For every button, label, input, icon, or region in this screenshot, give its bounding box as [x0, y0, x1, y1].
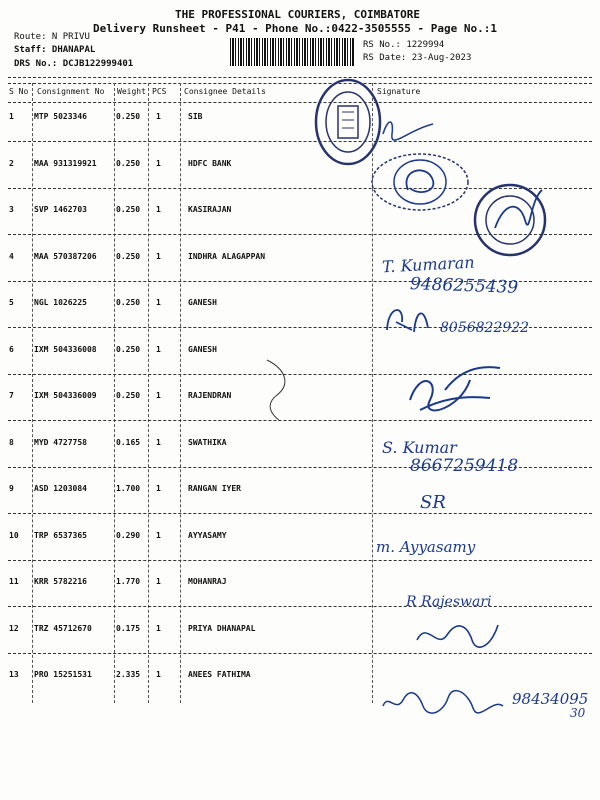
row-pcs: 1 [156, 670, 161, 679]
row-consignee: RAJENDRAN [188, 391, 232, 400]
handwritten-name: S. Kumar [382, 438, 457, 457]
row-pcs: 1 [156, 205, 161, 214]
row-consignee: KASIRAJAN [188, 205, 232, 214]
staff-label: Staff: DHANAPAL [14, 45, 96, 55]
row-pcs: 1 [156, 577, 161, 586]
row-consignee: RANGAN IYER [188, 484, 241, 493]
row-weight: 1.700 [116, 484, 141, 493]
row-consignment-no: MTP 5023346 [34, 112, 87, 121]
row-sno: 1 [9, 112, 14, 121]
row-consignment-no: MAA 570387206 [34, 252, 97, 261]
column-separator [148, 83, 149, 703]
column-separator [114, 83, 115, 703]
row-weight: 0.250 [116, 205, 141, 214]
handwritten-number: 30 [570, 706, 586, 720]
sib-signature [378, 112, 438, 142]
row-consignment-no: TRZ 45712670 [34, 624, 92, 633]
col-header-sno: S No [9, 87, 29, 96]
row5-signature [382, 300, 442, 340]
row-pcs: 1 [156, 484, 161, 493]
row-sno: 10 [9, 531, 19, 540]
row-consignment-no: NGL 1026225 [34, 298, 87, 307]
row-consignee: MOHANRAJ [188, 577, 227, 586]
col-header-weight: Weight [117, 87, 146, 96]
column-separator [180, 83, 181, 703]
row-weight: 0.165 [116, 438, 141, 447]
row-divider [8, 513, 592, 514]
row-sno: 8 [9, 438, 14, 447]
rs-number: RS No.: 1229994 [363, 40, 445, 50]
row-sno: 12 [9, 624, 19, 633]
row-divider [8, 141, 592, 142]
row-divider [8, 606, 592, 607]
row13-tamil-name [378, 688, 508, 716]
row-sno: 6 [9, 345, 14, 354]
row12-signature [412, 615, 502, 655]
row-weight: 0.250 [116, 345, 141, 354]
scribble-mark [262, 355, 292, 425]
row-pcs: 1 [156, 159, 161, 168]
row-sno: 7 [9, 391, 14, 400]
row-weight: 2.335 [116, 670, 141, 679]
row-consignee: ANEES FATHIMA [188, 670, 251, 679]
handwritten-phone: 9486255439 [409, 274, 519, 298]
row-weight: 0.250 [116, 252, 141, 261]
row-sno: 9 [9, 484, 14, 493]
col-header-consignee: Consignee Details [184, 87, 266, 96]
row6-7-signature [400, 360, 510, 420]
row-pcs: 1 [156, 298, 161, 307]
route-label: Route: N PRIVU [14, 32, 90, 42]
handwritten-phone: 8667259418 [410, 456, 519, 476]
col-header-pcs: PCS [152, 87, 167, 96]
runsheet-subtitle: Delivery Runsheet - P41 - Phone No.:0422-3505555 - Page No.:1 [93, 22, 497, 35]
row-consignee: AYYASAMY [188, 531, 227, 540]
row-sno: 5 [9, 298, 14, 307]
divider [8, 102, 592, 103]
row-weight: 0.250 [116, 298, 141, 307]
row-weight: 0.250 [116, 391, 141, 400]
row-consignee: GANESH [188, 298, 217, 307]
handwritten-name: T. Kumaran [381, 252, 476, 277]
row-sno: 11 [9, 577, 19, 586]
row-weight: 0.175 [116, 624, 141, 633]
row-consignment-no: ASD 1203084 [34, 484, 87, 493]
row-consignment-no: PRO 15251531 [34, 670, 92, 679]
row-sno: 13 [9, 670, 19, 679]
barcode [230, 38, 355, 66]
row-pcs: 1 [156, 438, 161, 447]
row-consignment-no: TRP 6537365 [34, 531, 87, 540]
handwritten-name: R Rajeswari [406, 594, 492, 610]
row-divider [8, 653, 592, 654]
drs-number: DRS No.: DCJB122999401 [14, 59, 134, 69]
row-consignment-no: SVP 1462703 [34, 205, 87, 214]
row-pcs: 1 [156, 391, 161, 400]
col-header-consignment: Consignment No [37, 87, 105, 96]
column-separator [32, 83, 33, 703]
row-pcs: 1 [156, 345, 161, 354]
row-weight: 1.770 [116, 577, 141, 586]
agrs-stamp [470, 180, 550, 260]
col-header-signature: Signature [377, 87, 421, 96]
handwritten-phone: 8056822922 [440, 320, 530, 336]
handwritten-initials: SR [420, 492, 446, 513]
row-consignee: GANESH [188, 345, 217, 354]
row-consignee: SWATHIKA [188, 438, 227, 447]
row-weight: 0.250 [116, 112, 141, 121]
hdfc-stamp [370, 150, 475, 214]
row-pcs: 1 [156, 624, 161, 633]
row-sno: 4 [9, 252, 14, 261]
row-sno: 2 [9, 159, 14, 168]
row-consignment-no: MAA 931319921 [34, 159, 97, 168]
divider [8, 83, 592, 84]
row-consignment-no: IXM 504336009 [34, 391, 97, 400]
row-sno: 3 [9, 205, 14, 214]
row-consignee: PRIYA DHANAPAL [188, 624, 256, 633]
row-weight: 0.250 [116, 159, 141, 168]
row-consignment-no: IXM 504336008 [34, 345, 97, 354]
row-pcs: 1 [156, 531, 161, 540]
row-consignee: INDHRA ALAGAPPAN [188, 252, 266, 261]
row-consignment-no: KRR 5782216 [34, 577, 87, 586]
row-divider [8, 560, 592, 561]
row-divider [8, 420, 592, 421]
divider [8, 77, 592, 78]
row-consignee: HDFC BANK [188, 159, 232, 168]
handwritten-name: m. Ayyasamy [376, 538, 476, 556]
row-consignment-no: MYD 4727758 [34, 438, 87, 447]
row-consignee: SIB [188, 112, 203, 121]
row-weight: 0.290 [116, 531, 141, 540]
row-pcs: 1 [156, 252, 161, 261]
company-title: THE PROFESSIONAL COURIERS, COIMBATORE [175, 8, 421, 21]
rs-date: RS Date: 23-Aug-2023 [363, 53, 472, 63]
handwritten-phone: 98434095 [512, 690, 589, 708]
row-pcs: 1 [156, 112, 161, 121]
